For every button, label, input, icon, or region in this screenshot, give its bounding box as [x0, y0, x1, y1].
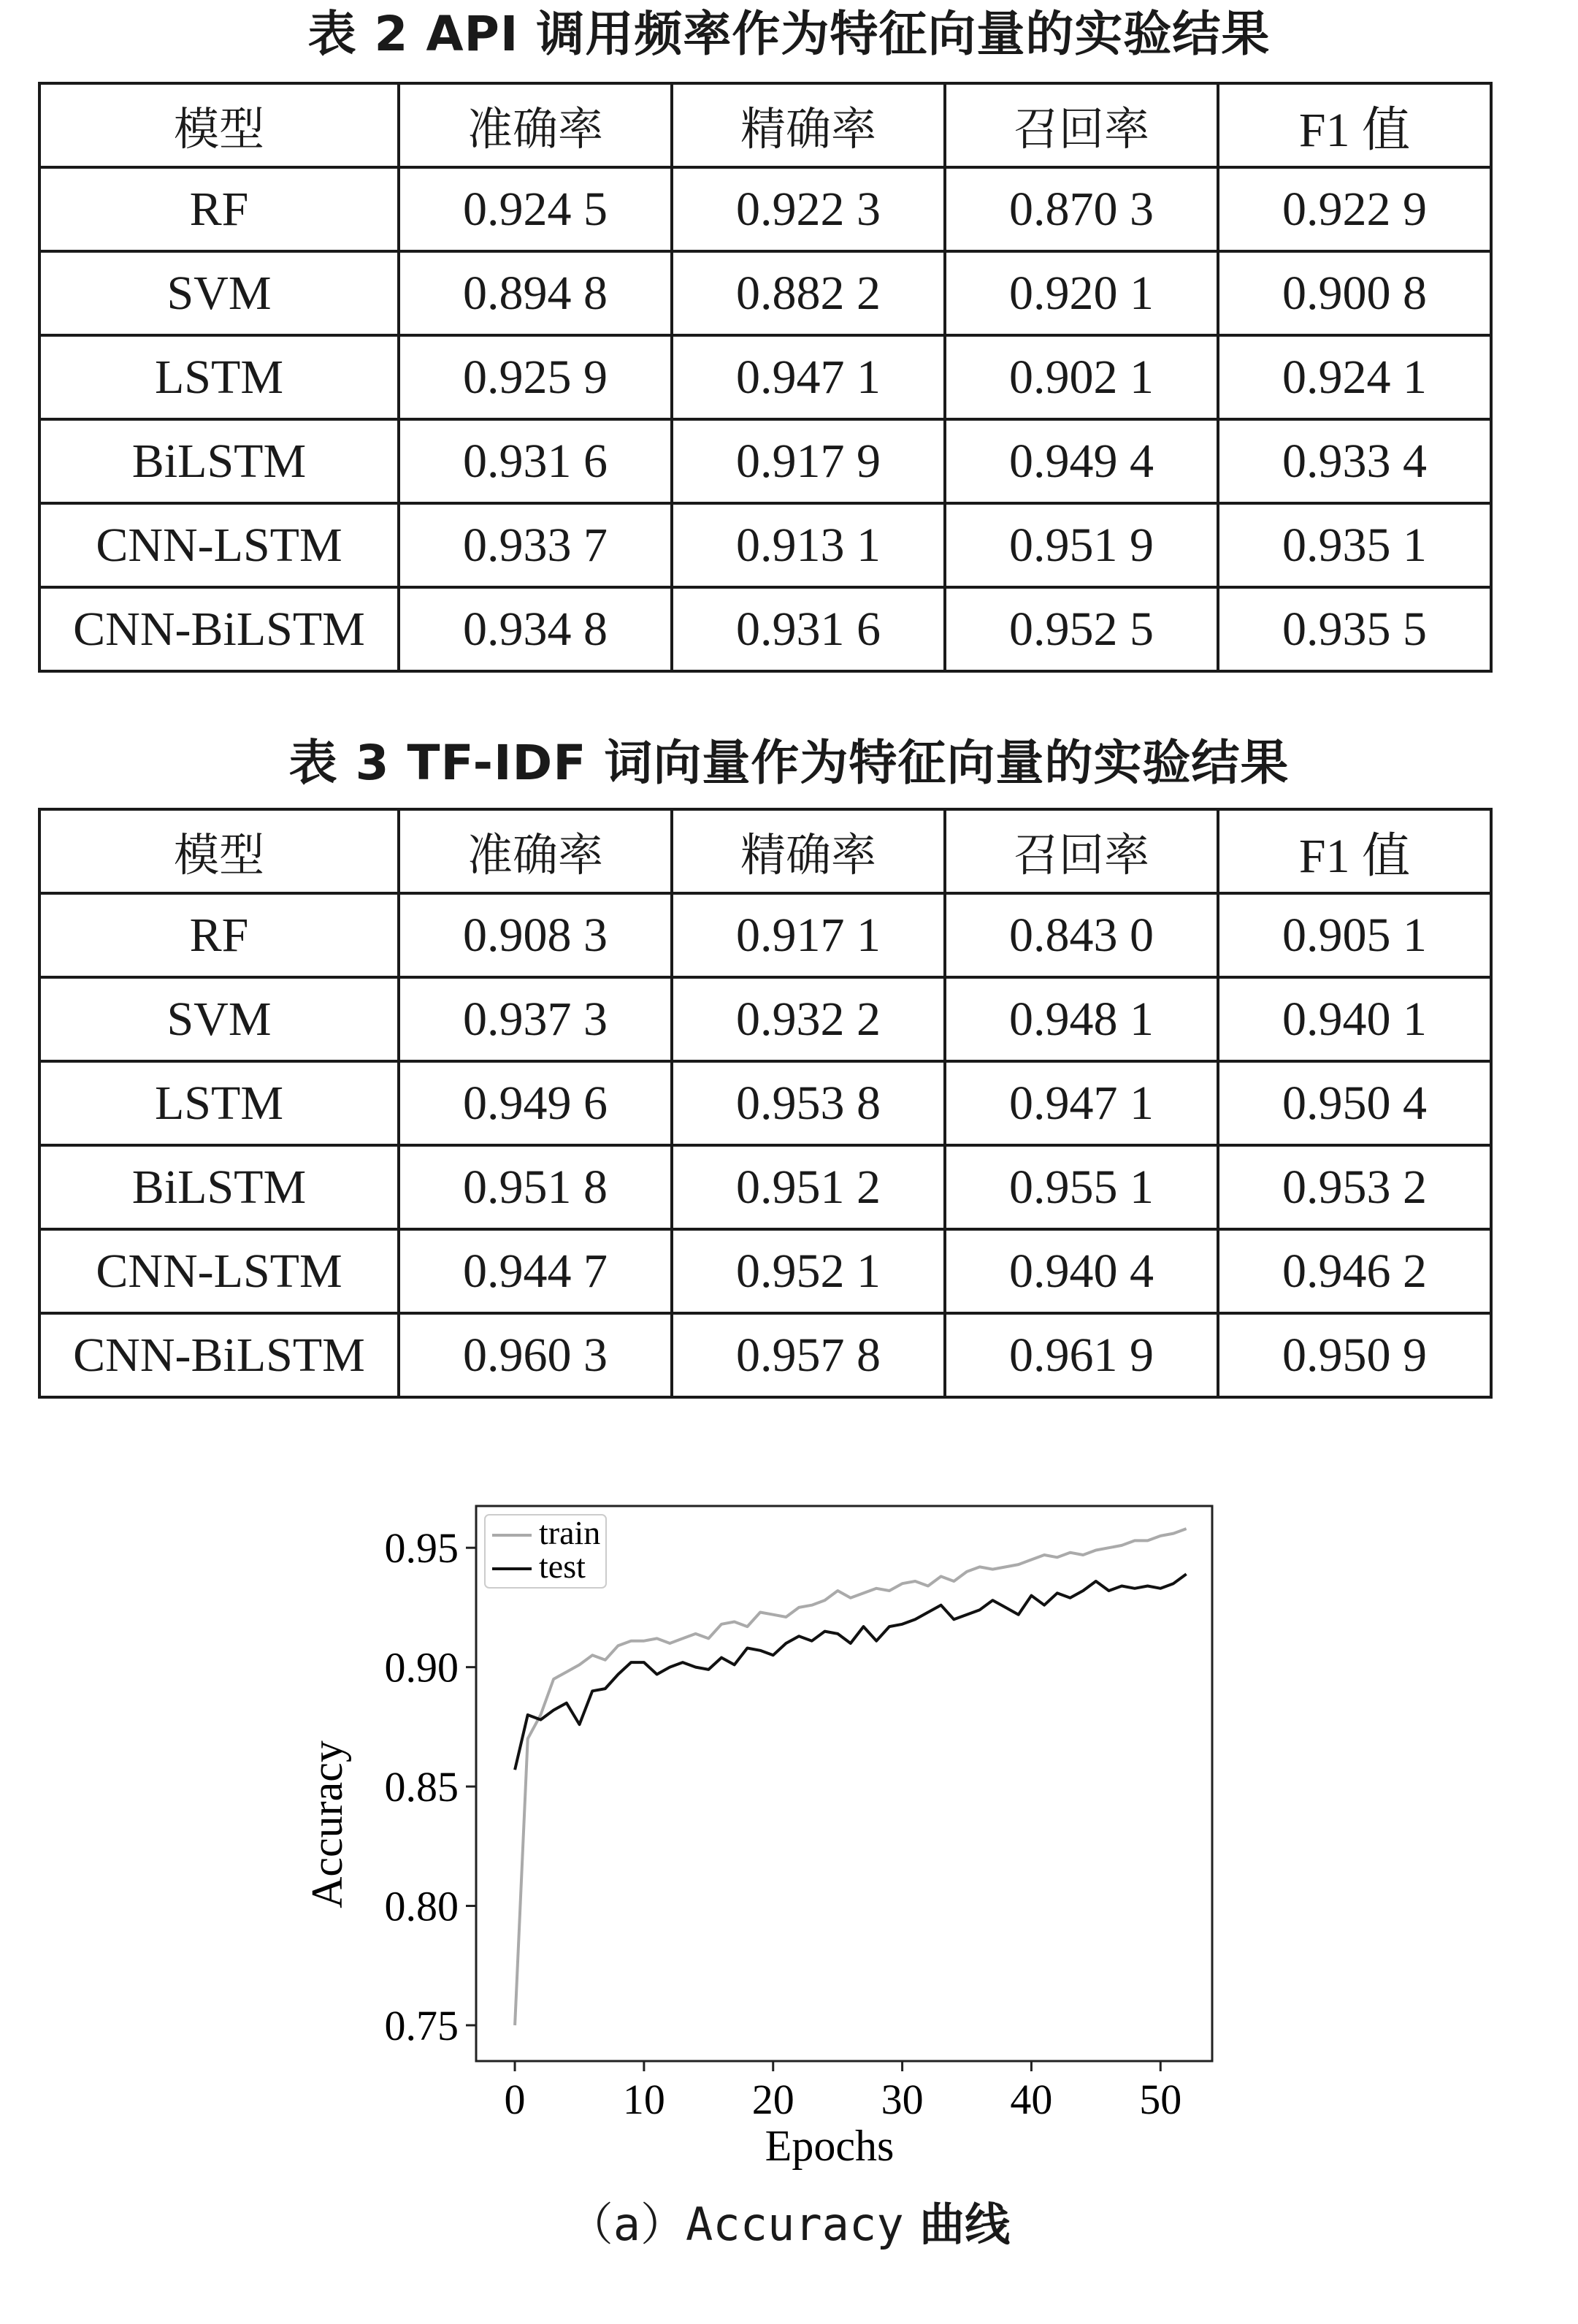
header-cell: 准确率	[399, 83, 672, 167]
metric-cell: 0.917 9	[672, 419, 945, 503]
table-row	[39, 1145, 1491, 1229]
metric-cell: 0.933 7	[399, 503, 672, 587]
y-tick-label: 0.90	[384, 1643, 459, 1692]
table-row	[39, 893, 1491, 977]
y-axis-label: Accuracy	[303, 1740, 351, 1908]
metric-cell: 0.934 8	[399, 587, 672, 671]
model-name-cell: BiLSTM	[39, 419, 399, 503]
metric-cell: 0.924 5	[399, 167, 672, 251]
table-row	[39, 977, 1491, 1061]
table-row	[39, 587, 1491, 671]
table-row	[39, 251, 1491, 335]
y-tick-label: 0.75	[384, 2001, 459, 2049]
metric-cell: 0.922 9	[1218, 167, 1491, 251]
metric-cell: 0.908 3	[399, 893, 672, 977]
metric-cell: 0.900 8	[1218, 251, 1491, 335]
table3	[38, 808, 1493, 1399]
metric-cell: 0.952 5	[945, 587, 1218, 671]
x-tick-label: 20	[751, 2076, 794, 2123]
metric-cell: 0.905 1	[1218, 893, 1491, 977]
metric-cell: 0.913 1	[672, 503, 945, 587]
y-tick-label: 0.95	[384, 1524, 459, 1572]
header-cell: 精确率	[672, 809, 945, 893]
metric-cell: 0.917 1	[672, 893, 945, 977]
table-row	[39, 167, 1491, 251]
accuracy-chart	[292, 1490, 1241, 2176]
header-row	[39, 83, 1491, 167]
header-cell: 模型	[39, 83, 399, 167]
x-tick-label: 50	[1139, 2076, 1182, 2123]
model-name-cell: CNN-BiLSTM	[39, 587, 399, 671]
model-name-cell: RF	[39, 167, 399, 251]
table-row	[39, 335, 1491, 419]
metric-cell: 0.949 4	[945, 419, 1218, 503]
metric-cell: 0.951 8	[399, 1145, 672, 1229]
metric-cell: 0.924 1	[1218, 335, 1491, 419]
metric-cell: 0.949 6	[399, 1061, 672, 1145]
header-row	[39, 809, 1491, 893]
table-row	[39, 1061, 1491, 1145]
x-axis-label-group	[765, 2122, 895, 2170]
metric-cell: 0.940 1	[1218, 977, 1491, 1061]
x-tick-label: 30	[881, 2076, 924, 2123]
x-axis-label: Epochs	[765, 2122, 895, 2170]
metric-cell: 0.953 8	[672, 1061, 945, 1145]
metric-cell: 0.944 7	[399, 1229, 672, 1313]
table2	[38, 82, 1493, 673]
metric-cell: 0.935 1	[1218, 503, 1491, 587]
plot-frame	[476, 1506, 1212, 2061]
x-tick-label: 0	[504, 2076, 526, 2123]
metric-cell: 0.843 0	[945, 893, 1218, 977]
table-row	[39, 503, 1491, 587]
metric-cell: 0.937 3	[399, 977, 672, 1061]
model-name-cell: CNN-LSTM	[39, 503, 399, 587]
table-row	[39, 419, 1491, 503]
legend-train-label: train	[539, 1514, 601, 1551]
metric-cell: 0.882 2	[672, 251, 945, 335]
metric-cell: 0.894 8	[399, 251, 672, 335]
header-cell: 召回率	[945, 83, 1218, 167]
table-row	[39, 1313, 1491, 1397]
metric-cell: 0.922 3	[672, 167, 945, 251]
metric-cell: 0.931 6	[399, 419, 672, 503]
header-cell: 准确率	[399, 809, 672, 893]
x-tick-label: 40	[1010, 2076, 1053, 2123]
metric-cell: 0.955 1	[945, 1145, 1218, 1229]
legend	[485, 1514, 606, 1588]
y-tick-label: 0.85	[384, 1763, 459, 1811]
series-line-train	[515, 1529, 1187, 2025]
table2-caption: 表 2 API 调用频率作为特征向量的实验结果	[307, 6, 1271, 62]
header-cell: 模型	[39, 809, 399, 893]
model-name-cell: LSTM	[39, 335, 399, 419]
y-tick-label: 0.80	[384, 1882, 459, 1930]
model-name-cell: SVM	[39, 977, 399, 1061]
series-line-test	[515, 1574, 1187, 1770]
metric-cell: 0.870 3	[945, 167, 1218, 251]
metric-cell: 0.935 5	[1218, 587, 1491, 671]
header-cell: 召回率	[945, 809, 1218, 893]
metric-cell: 0.933 4	[1218, 419, 1491, 503]
header-cell: 精确率	[672, 83, 945, 167]
table-row	[39, 1229, 1491, 1313]
model-name-cell: SVM	[39, 251, 399, 335]
metric-cell: 0.948 1	[945, 977, 1218, 1061]
metric-cell: 0.952 1	[672, 1229, 945, 1313]
metric-cell: 0.920 1	[945, 251, 1218, 335]
metric-cell: 0.946 2	[1218, 1229, 1491, 1313]
model-name-cell: LSTM	[39, 1061, 399, 1145]
header-cell: F1 值	[1218, 809, 1491, 893]
model-name-cell: BiLSTM	[39, 1145, 399, 1229]
metric-cell: 0.953 2	[1218, 1145, 1491, 1229]
metric-cell: 0.931 6	[672, 587, 945, 671]
model-name-cell: RF	[39, 893, 399, 977]
model-name-cell: CNN-LSTM	[39, 1229, 399, 1313]
metric-cell: 0.957 8	[672, 1313, 945, 1397]
figure-caption-suffix: 曲线	[903, 2198, 1011, 2251]
metric-cell: 0.950 4	[1218, 1061, 1491, 1145]
metric-cell: 0.950 9	[1218, 1313, 1491, 1397]
metric-cell: 0.925 9	[399, 335, 672, 419]
legend-test-label: test	[539, 1548, 586, 1585]
figure-caption	[0, 2198, 1578, 2251]
metric-cell: 0.951 9	[945, 503, 1218, 587]
metric-cell: 0.902 1	[945, 335, 1218, 419]
metric-cell: 0.951 2	[672, 1145, 945, 1229]
figure-caption-label: （a）Accuracy	[567, 2198, 904, 2251]
metric-cell: 0.961 9	[945, 1313, 1218, 1397]
x-tick-label: 10	[622, 2076, 665, 2123]
model-name-cell: CNN-BiLSTM	[39, 1313, 399, 1397]
table3-caption: 表 3 TF-IDF 词向量作为特征向量的实验结果	[288, 735, 1290, 791]
metric-cell: 0.960 3	[399, 1313, 672, 1397]
metric-cell: 0.947 1	[945, 1061, 1218, 1145]
metric-cell: 0.940 4	[945, 1229, 1218, 1313]
metric-cell: 0.947 1	[672, 335, 945, 419]
metric-cell: 0.932 2	[672, 977, 945, 1061]
header-cell: F1 值	[1218, 83, 1491, 167]
